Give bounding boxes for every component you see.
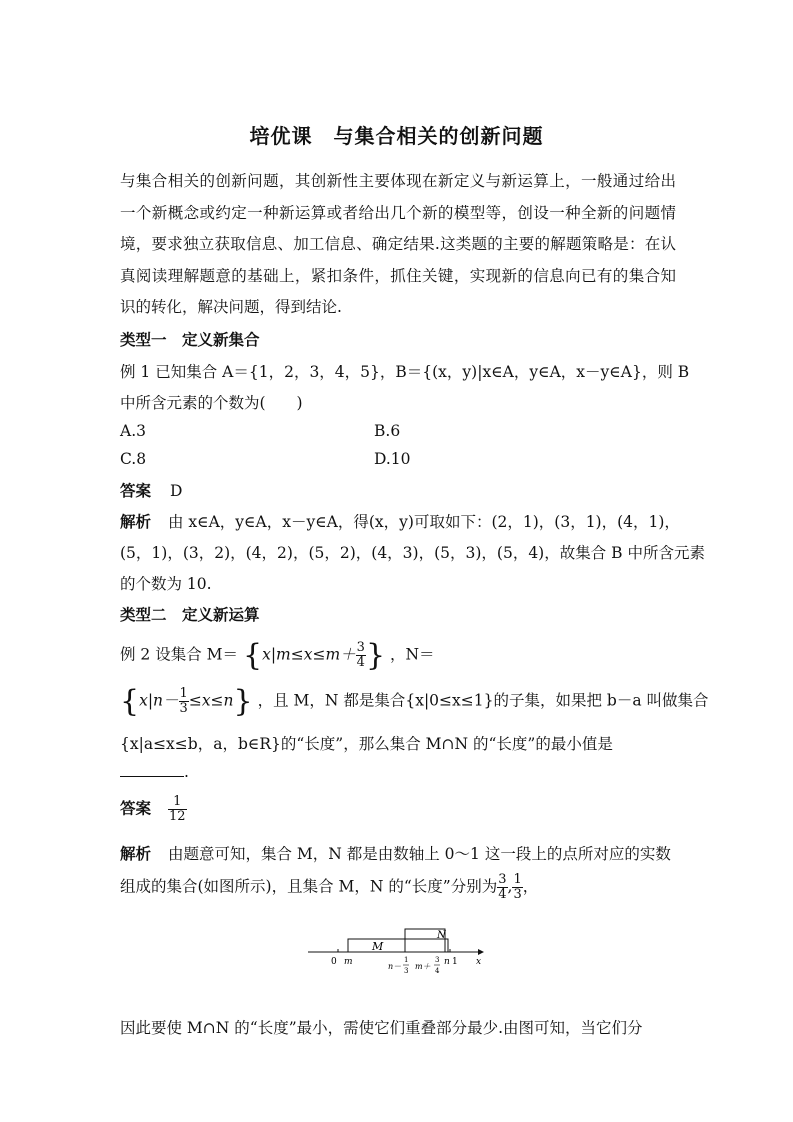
tick-label-zero: 0 xyxy=(331,957,337,967)
example2-analysis-line2: 组成的集合(如图所示)，且集合 M，N 的“长度”分别为 $\frac{3}{4}$ , $\frac{1}{3}$ ， xyxy=(120,872,539,902)
example1-analysis-line2: (5，1)，(3，2)，(4，2)，(5，2)，(4，3)，(5，3)，(5，4)，故集合 B 中所含元素 xyxy=(120,544,705,562)
answer-fraction xyxy=(168,795,187,824)
example2-line3: {x|a≤x≤b，a，b∈R}的“长度”，那么集合 M∩N 的“长度”的最小值是 xyxy=(120,735,613,753)
fraction-numerator: 3 xyxy=(498,872,507,887)
analysis-text: 由题意可知，集合 M，N 都是由数轴上 0～1 这一段上的点所对应的实数 xyxy=(167,845,671,863)
option-c: C.8 xyxy=(120,450,147,468)
label-n-interval: N xyxy=(437,930,446,941)
left-brace: { xyxy=(242,638,263,673)
example2-label: 例 2 xyxy=(120,645,151,664)
tick-label-n-minus-den: 3 xyxy=(404,967,409,975)
set-n-body-a: x|n－ xyxy=(139,691,179,710)
set-n-body-b: ≤x≤n xyxy=(188,691,234,710)
analysis-comma: ， xyxy=(522,877,539,896)
answer-label: 答案 xyxy=(120,798,152,818)
page-title: 培优课 与集合相关的创新问题 xyxy=(249,124,544,148)
right-brace: } xyxy=(233,684,253,719)
fraction-three-quarters xyxy=(356,641,366,670)
interval-m-box xyxy=(348,939,448,952)
tick-label-n-minus: n－ xyxy=(388,962,402,971)
example1-analysis-line1 xyxy=(120,510,680,532)
analysis-label: 解析 xyxy=(120,512,152,531)
fraction-denominator: 12 xyxy=(168,809,186,824)
fraction-denominator: 4 xyxy=(498,887,507,902)
example2-analysis-last-line: 因此要使 M∩N 的“长度”最小，需使它们重叠部分最少.由图可知，当它们分 xyxy=(120,1019,643,1037)
line-end: . xyxy=(184,763,189,781)
tick-label-m-plus-num: 3 xyxy=(435,956,440,964)
tick-label-n-minus-num: 1 xyxy=(404,956,409,964)
tick-label-m-plus-den: 4 xyxy=(435,967,440,975)
example1-line1 xyxy=(120,360,689,382)
type1-heading: 类型一 定义新集合 xyxy=(120,330,260,349)
fraction-denominator: 3 xyxy=(179,701,188,716)
example1-label: 例 1 xyxy=(120,363,151,381)
fraction-m-length xyxy=(497,873,507,902)
fraction-denominator: 3 xyxy=(513,887,522,902)
fraction-numerator: 3 xyxy=(356,640,365,655)
option-b: B.6 xyxy=(374,422,401,440)
tick-label-m: m xyxy=(344,957,353,967)
example1-question-line2: 中所含元素的个数为( ) xyxy=(120,394,303,412)
example2-analysis-line1 xyxy=(120,842,671,864)
option-d: D.10 xyxy=(374,450,411,468)
fraction-numerator: 1 xyxy=(513,872,522,887)
number-line-figure xyxy=(300,922,500,978)
analysis-text: 由 x∈A，y∈A，x－y∈A，得(x，y)可取如下：(2，1)，(3，1)，(4，1)， xyxy=(167,513,680,531)
example2-set-m-prefix: 设集合 M＝ xyxy=(155,645,239,664)
axis-label-x: x xyxy=(476,957,482,967)
example2-set-n-prefix: ，N＝ xyxy=(389,645,435,664)
set-m-body: x|m≤x≤m＋ xyxy=(262,645,356,664)
tick-label-m-plus: m＋ xyxy=(415,962,431,971)
example2-line1 xyxy=(120,638,435,673)
example1-question-line1: 已知集合 A＝{1，2，3，4，5}，B＝{(x，y)|x∈A，y∈A，x－y∈A}，则 B xyxy=(155,363,690,381)
tick-label-one: 1 xyxy=(452,957,458,967)
example2-line2 xyxy=(120,684,709,719)
fraction-denominator: 4 xyxy=(356,655,365,670)
axis-arrow xyxy=(478,949,484,955)
answer-label: 答案 xyxy=(120,481,152,500)
analysis-text-2: 组成的集合(如图所示)，且集合 M，N 的“长度”分别为 xyxy=(120,877,498,896)
fraction-one-third xyxy=(179,687,189,716)
label-m-interval: M xyxy=(372,940,384,953)
analysis-label: 解析 xyxy=(120,844,152,863)
intro-paragraph: 与集合相关的创新问题，其创新性主要体现在新定义与新运算上，一般通过给出一个新概念或约定一种新运算或者给出几个新的模型等，创设一种全新的问题情境，要求独立获取信息、加工信息、确定结果.这类题的主要的解题策略是：在认真阅读理解题意的基础上，紧扣条件，抓住关键，实现新的信息向已有的集合知识的转化，解决问题，得到结论. xyxy=(120,172,676,316)
left-brace: { xyxy=(120,684,140,719)
example2-line4 xyxy=(120,762,189,781)
answer-blank xyxy=(120,762,184,777)
example2-answer xyxy=(120,795,187,824)
example1-answer xyxy=(120,479,182,501)
option-a: A.3 xyxy=(120,422,146,440)
type2-heading: 类型二 定义新运算 xyxy=(120,605,260,624)
example2-question-continuation: ，且 M，N 都是集合{x|0≤x≤1}的子集，如果把 b－a 叫做集合 xyxy=(257,691,709,710)
fraction-numerator: 1 xyxy=(168,795,187,810)
tick-label-n: n xyxy=(444,957,450,967)
fraction-n-length xyxy=(512,873,522,902)
example1-analysis-line3: 的个数为 10. xyxy=(120,575,212,593)
fraction-numerator: 1 xyxy=(179,686,188,701)
right-brace: } xyxy=(365,638,386,673)
answer-value: D xyxy=(169,482,183,500)
